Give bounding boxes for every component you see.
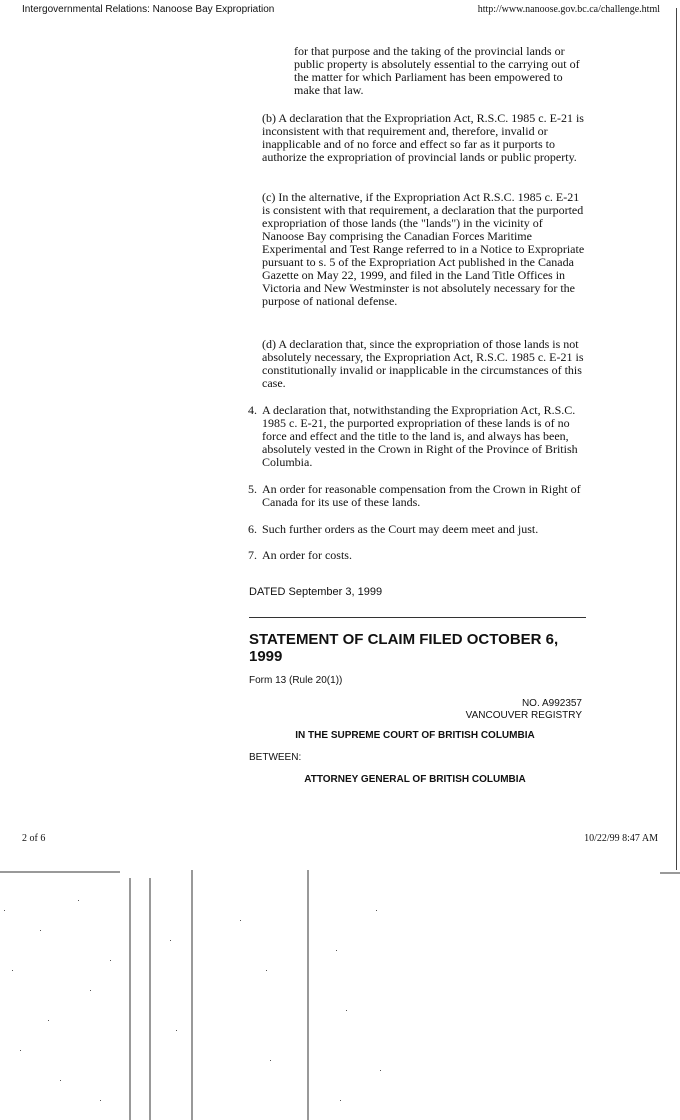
dated-line: DATED September 3, 1999	[249, 586, 383, 598]
list-item-number: 5.	[248, 482, 257, 496]
list-item-text: A declaration that, notwithstanding the Expropriation Act, R.S.C. 1985 c. E-21, the purported expropriation of these lands is of no force and effect and the title to the land is, and always has been, absolutely vested in the Crown in Right of the Province of British Columbia.	[262, 403, 578, 469]
list-item-text: An order for costs.	[262, 548, 352, 562]
list-item	[248, 404, 588, 469]
list-item-number: 6.	[248, 522, 257, 536]
list-item	[248, 483, 588, 509]
scan-artifact-area	[0, 870, 680, 1120]
list-item	[248, 549, 588, 562]
section-title: STATEMENT OF CLAIM FILED OCTOBER 6, 1999	[249, 631, 559, 665]
form-reference: Form 13 (Rule 20(1))	[249, 675, 343, 686]
page-header-title: Intergovernmental Relations: Nanoose Bay Expropriation	[22, 4, 275, 15]
section-divider	[249, 617, 586, 618]
list-item	[248, 523, 588, 536]
paragraph-b: (b) A declaration that the Expropriation Act, R.S.C. 1985 c. E-21 is inconsistent with that requirement and, therefore, invalid or inapplicable and of no force and effect so far as it purports to authorize the expropriation of provincial lands or public property.	[262, 111, 584, 164]
page-header-url: http://www.nanoose.gov.bc.ca/challenge.html	[477, 4, 660, 15]
list-item-number: 7.	[248, 548, 257, 562]
continuation-paragraph: for that purpose and the taking of the provincial lands or public property is absolutely essential to the carrying out of the matter for which Parliament has been empowered to make that law.	[294, 44, 580, 97]
print-timestamp: 10/22/99 8:47 AM	[584, 833, 658, 844]
page-number: 2 of 6	[22, 833, 46, 844]
scan-edge-line	[676, 8, 677, 870]
list-item-text: An order for reasonable compensation from the Crown in Right of Canada for its use of these lands.	[262, 482, 581, 509]
case-number: NO. A992357	[521, 698, 582, 709]
paragraph-c: (c) In the alternative, if the Expropriation Act R.S.C. 1985 c. E-21 is consistent with that requirement, a declaration that the purported expropriation of those lands (the "lands") in the vicinity of Nanoose Bay comprising the Canadian Forces Maritime Experimental and Test Range referred to in a Notice to Expropriate pursuant to s. 5 of the Expropriation Act published in the Canada Gazette on May 22, 1999, and filed in the Land Title Offices in Victoria and New Westminster is not absolutely necessary for the purpose of national defense.	[262, 190, 585, 308]
list-item-number: 4.	[248, 403, 257, 417]
registry-name: VANCOUVER REGISTRY	[465, 710, 582, 721]
court-name: IN THE SUPREME COURT OF BRITISH COLUMBIA	[295, 730, 535, 741]
plaintiff-name: ATTORNEY GENERAL OF BRITISH COLUMBIA	[304, 774, 526, 785]
between-label: BETWEEN:	[249, 752, 302, 763]
list-item-text: Such further orders as the Court may deem meet and just.	[262, 522, 539, 536]
registry-block	[466, 698, 582, 722]
paragraph-d: (d) A declaration that, since the expropriation of those lands is not absolutely necessary, the Expropriation Act, R.S.C. 1985 c. E-21 is constitutionally invalid or inapplicable in the circumstances of this case.	[262, 337, 584, 390]
